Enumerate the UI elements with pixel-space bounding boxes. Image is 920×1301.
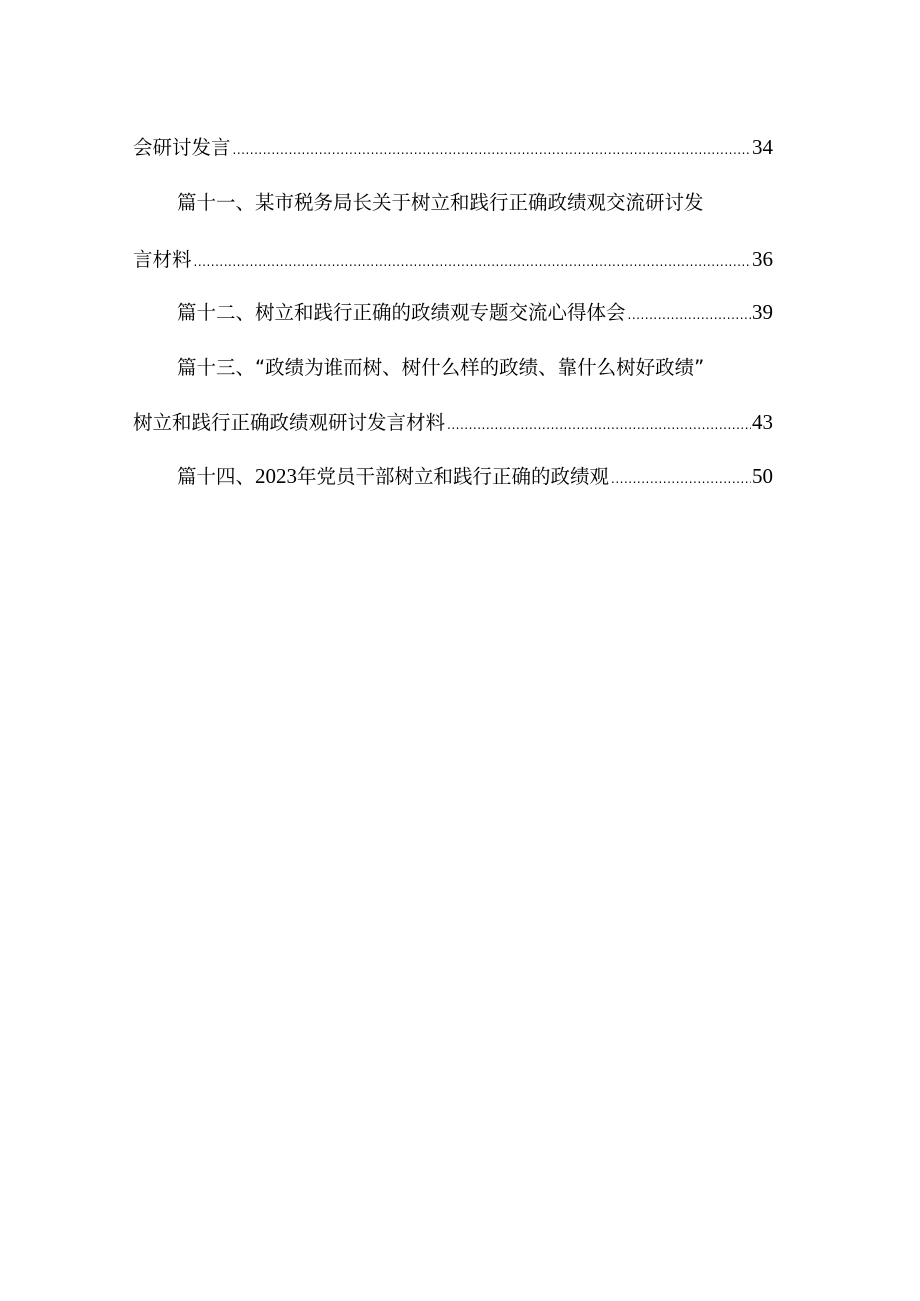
toc-entry-title [177,462,609,491]
toc-leader-dots [194,248,751,276]
toc-entry[interactable] [177,462,773,490]
toc-entry-title: 篇十一、某市税务局长关于树立和践行正确政绩观交流研讨发 [177,191,704,214]
toc-entry[interactable] [177,189,773,217]
toc-leader-dots [447,411,751,439]
toc-page-number: 36 [752,247,773,271]
toc-page-number: 43 [752,410,773,434]
toc-entry[interactable] [177,298,773,326]
toc-entry-title: 树立和践行正确政绩观研讨发言材料 [133,411,446,434]
toc-entry-title: 言材料 [133,248,192,271]
toc-entry-title: 会研讨发言 [133,136,231,159]
toc-entry-suffix: 年党员干部树立和践行正确的政绩观 [297,465,610,488]
toc-entry[interactable] [133,133,773,161]
toc-entry-prefix: 篇十四、 [177,465,256,488]
toc-page-number: 34 [752,135,773,159]
toc-entry-title: 篇十三、“政绩为谁而树、树什么样的政绩、靠什么树好政绩” [177,356,705,379]
toc-entry[interactable] [133,408,773,436]
toc-page-number: 39 [752,300,773,324]
toc-entry[interactable] [133,245,773,273]
toc-entry[interactable] [177,354,773,382]
toc-leader-dots [233,136,751,164]
toc-entry-year: 2023 [255,464,298,488]
toc-page-number: 50 [752,464,773,488]
toc-leader-dots [611,465,751,493]
toc-entry-title: 篇十二、树立和践行正确的政绩观专题交流心得体会 [177,301,626,324]
toc-leader-dots [628,301,751,329]
